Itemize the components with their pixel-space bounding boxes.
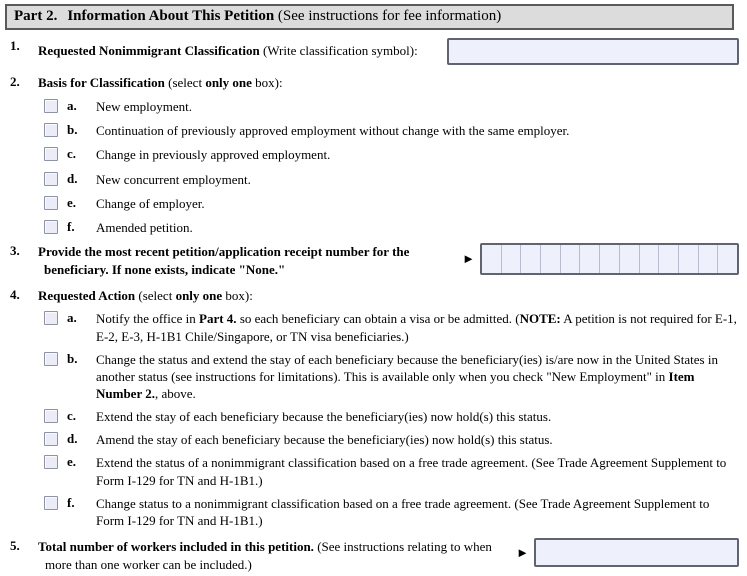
arrow-right-icon: ► (516, 545, 529, 561)
option-2e (44, 195, 739, 212)
checkbox-2a-new-employment[interactable] (44, 99, 58, 113)
checkbox-4a-notify-office[interactable] (44, 311, 58, 325)
receipt-cell-1[interactable] (482, 245, 502, 273)
option-2c (44, 146, 739, 163)
option-2d (44, 171, 739, 188)
fee-instructions-note: (See instructions for fee information) (277, 8, 502, 24)
checkbox-2f-amended-petition[interactable] (44, 220, 58, 234)
checkbox-4e-extend-status-free-trade[interactable] (44, 455, 58, 469)
option-label: Amend the stay of each beneficiary because the beneficiary(ies) now hold(s) this status. (96, 432, 553, 448)
option-letter: f. (67, 494, 75, 510)
checkbox-4f-change-status-free-trade[interactable] (44, 496, 58, 510)
option-letter: c. (67, 408, 77, 424)
item-5-number: 5. (10, 538, 20, 554)
requested-action-options (5, 310, 739, 529)
item-4-number: 4. (10, 287, 20, 303)
checkbox-2b-continuation[interactable] (44, 123, 58, 137)
receipt-cell-3[interactable] (521, 245, 541, 273)
classification-symbol-input[interactable] (447, 38, 739, 65)
part-number-label: Part 2. (14, 8, 58, 24)
option-2f (44, 219, 739, 236)
option-label: Change the status and extend the stay of each beneficiary because the beneficiary(ies) is/are now in the United States in another status (see instructions for limitations). This is available only when you check "New Employment" in Item Number 2., above. (96, 351, 718, 401)
option-letter: b. (67, 122, 78, 138)
option-letter: b. (67, 350, 78, 366)
receipt-cell-13[interactable] (718, 245, 737, 273)
item-1 (5, 38, 739, 65)
option-label: New concurrent employment. (96, 171, 251, 187)
checkbox-2d-new-concurrent-employment[interactable] (44, 172, 58, 186)
option-letter: f. (67, 218, 75, 234)
option-label: Change status to a nonimmigrant classification based on a free trade agreement. (See Trade Agreement Supplement to Form I-129 for TN and H-1B1.) (96, 495, 710, 528)
option-letter: a. (67, 310, 77, 326)
option-4f (44, 495, 739, 529)
item-3-number: 3. (10, 243, 20, 259)
item-4 (5, 287, 739, 304)
receipt-cell-4[interactable] (541, 245, 561, 273)
basis-for-classification-options (5, 98, 739, 236)
option-letter: d. (67, 431, 78, 447)
item-2-heading: Basis for Classification (select only one box): (38, 75, 283, 90)
item-5 (5, 538, 739, 573)
receipt-cell-5[interactable] (561, 245, 581, 273)
checkbox-4d-amend-stay[interactable] (44, 432, 58, 446)
arrow-right-icon: ► (462, 251, 475, 267)
option-label: New employment. (96, 99, 193, 115)
checkbox-4c-extend-stay[interactable] (44, 409, 58, 423)
receipt-cell-2[interactable] (502, 245, 522, 273)
option-4e (44, 454, 739, 488)
option-label: Extend the status of a nonimmigrant classification based on a free trade agreement. (See Trade Agreement Supplement to Form I-129 for TN and H-1B1.) (96, 455, 727, 488)
item-5-label: Total number of workers included in this petition. (See instructions relating to when more than one worker can be included.) (38, 539, 492, 572)
item-3-label: Provide the most recent petition/application receipt number for the beneficiary. If none exists, indicate "None." (38, 244, 410, 277)
receipt-cell-7[interactable] (600, 245, 620, 273)
receipt-cell-10[interactable] (659, 245, 679, 273)
checkbox-4b-change-status-extend-stay[interactable] (44, 352, 58, 366)
item-3 (5, 243, 739, 278)
option-label: Amended petition. (96, 219, 193, 235)
item-2-number: 2. (10, 74, 20, 89)
option-2a (44, 98, 739, 115)
option-letter: c. (67, 146, 77, 162)
checkbox-2e-change-of-employer[interactable] (44, 196, 58, 210)
option-4a (44, 310, 739, 344)
option-4c (44, 408, 739, 425)
receipt-cell-8[interactable] (620, 245, 640, 273)
option-4d (44, 431, 739, 448)
part2-header-bar (5, 4, 734, 30)
receipt-cell-12[interactable] (699, 245, 719, 273)
option-2b (44, 122, 739, 139)
checkbox-2c-change-approved-employment[interactable] (44, 147, 58, 161)
option-letter: a. (67, 98, 77, 114)
option-label: Notify the office in Part 4. so each beneficiary can obtain a visa or be admitted. (NOTE: A petition is not required for E-1, E-2, E-3, H-1B1 Chile/Singapore, or TN visa beneficiaries.) (96, 311, 737, 344)
item-2 (5, 74, 739, 91)
option-label: Extend the stay of each beneficiary because the beneficiary(ies) now hold(s) this status. (96, 409, 552, 425)
item-1-number: 1. (10, 38, 20, 53)
receipt-number-comb-field[interactable] (480, 243, 739, 275)
option-letter: d. (67, 170, 78, 186)
item-4-heading: Requested Action (select only one box): (38, 288, 253, 304)
option-letter: e. (67, 194, 77, 210)
receipt-cell-11[interactable] (679, 245, 699, 273)
option-label: Change of employer. (96, 195, 205, 211)
option-label: Change in previously approved employment. (96, 147, 331, 163)
part-title: Information About This Petition (67, 8, 275, 24)
receipt-cell-6[interactable] (580, 245, 600, 273)
receipt-cell-9[interactable] (640, 245, 660, 273)
option-label: Continuation of previously approved employment without change with the same employer. (96, 123, 570, 139)
total-workers-input[interactable] (534, 538, 739, 567)
option-4b (44, 351, 739, 402)
option-letter: e. (67, 454, 77, 470)
item-1-label: Requested Nonimmigrant Classification (Write classification symbol): (38, 43, 418, 59)
